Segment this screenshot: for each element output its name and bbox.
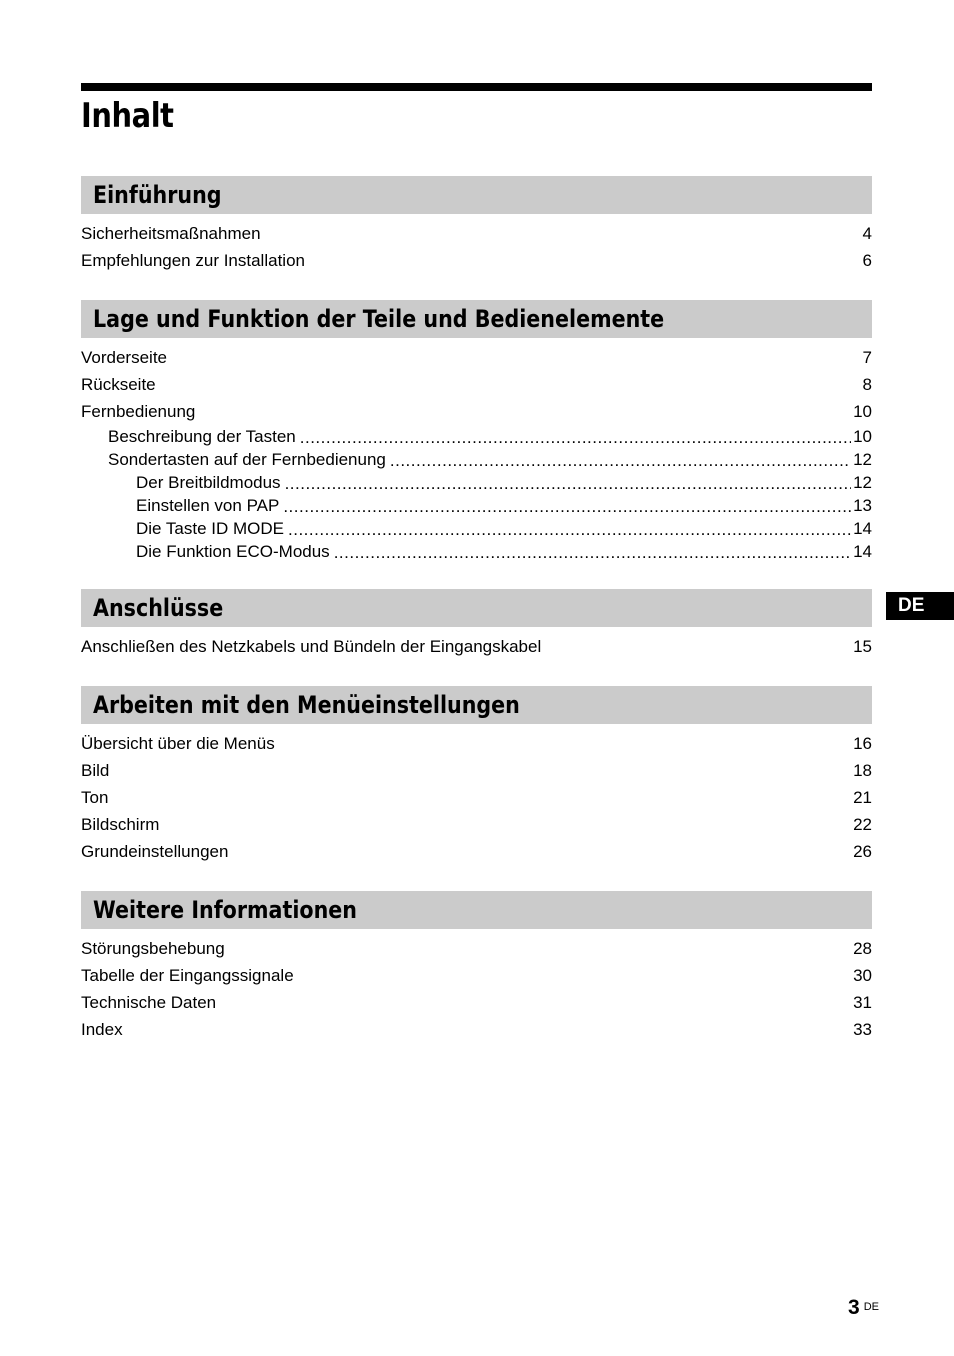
toc-entry[interactable] [81, 540, 872, 563]
toc-entry-label: Tabelle der Eingangssignale [81, 966, 294, 985]
dot-leader [229, 938, 851, 955]
toc-entry-page: 10 [853, 427, 872, 446]
dot-leader [112, 787, 851, 804]
toc-section [81, 891, 872, 1043]
toc-entry-label: Empfehlungen zur Installation [81, 251, 305, 270]
toc-entry-page: 30 [853, 966, 872, 985]
dot-leader [279, 733, 851, 750]
section-header [81, 176, 872, 214]
dot-leader [232, 841, 851, 858]
dot-leader [199, 401, 851, 418]
dot-leader [285, 472, 852, 489]
toc-entry-label: Fernbedienung [81, 402, 196, 421]
section-header [81, 891, 872, 929]
toc-entry-page: 33 [853, 1020, 872, 1039]
toc-entry-label: Sicherheitsmaßnahmen [81, 224, 261, 243]
toc-entry-page: 18 [853, 761, 872, 780]
toc-entry-label: Störungsbehebung [81, 939, 225, 958]
toc-entry-label: Einstellen von PAP [136, 496, 280, 515]
toc-entry-page: 6 [862, 251, 872, 270]
toc-entry-page: 15 [853, 637, 872, 656]
toc-entry-page: 10 [853, 402, 872, 421]
dot-leader [160, 374, 861, 391]
toc-entry-label: Beschreibung der Tasten [108, 427, 296, 446]
toc-entry-label: Übersicht über die Menüs [81, 734, 275, 753]
dot-leader [298, 965, 851, 982]
toc-entry[interactable] [81, 730, 872, 757]
toc-entry-page: 28 [853, 939, 872, 958]
section-heading: Einführung [93, 181, 222, 209]
toc-entry-page: 16 [853, 734, 872, 753]
dot-leader [334, 541, 851, 558]
dot-leader [127, 1019, 851, 1036]
toc-entry-label: Grundeinstellungen [81, 842, 229, 861]
toc-entry-label: Ton [81, 788, 109, 807]
toc-entry[interactable] [81, 371, 872, 398]
toc-entry[interactable] [81, 247, 872, 274]
dot-leader [220, 992, 851, 1009]
toc-section [81, 300, 872, 563]
toc-entry[interactable] [81, 633, 872, 660]
toc-entry[interactable] [81, 448, 872, 471]
toc-entry-label: Anschließen des Netzkabels und Bündeln der Eingangskabel [81, 637, 542, 656]
toc-entry[interactable] [81, 398, 872, 425]
toc-entry-label: Bildschirm [81, 815, 160, 834]
toc-entry-page: 13 [853, 496, 872, 515]
table-of-contents [81, 176, 872, 1069]
toc-entry-label: Der Breitbildmodus [136, 473, 281, 492]
dot-leader [288, 518, 851, 535]
toc-entry[interactable] [81, 757, 872, 784]
section-heading: Anschlüsse [93, 594, 224, 622]
toc-entry[interactable] [81, 517, 872, 540]
toc-entry[interactable] [81, 962, 872, 989]
toc-entry-page: 12 [853, 450, 872, 469]
dot-leader [283, 495, 851, 512]
toc-entry-page: 14 [853, 542, 872, 561]
toc-entry-label: Technische Daten [81, 993, 217, 1012]
toc-entry[interactable] [81, 344, 872, 371]
toc-entry-page: 12 [853, 473, 872, 492]
toc-entry-page: 4 [862, 224, 872, 243]
toc-section [81, 176, 872, 274]
dot-leader [113, 760, 851, 777]
toc-entry[interactable] [81, 784, 872, 811]
language-tab: DE [886, 592, 954, 620]
toc-entry-page: 14 [853, 519, 872, 538]
toc-entry[interactable] [81, 471, 872, 494]
section-heading: Weitere Informationen [93, 896, 357, 924]
page-footer [848, 1296, 879, 1320]
toc-entry[interactable] [81, 838, 872, 865]
dot-leader [390, 449, 851, 466]
dot-leader [545, 636, 851, 653]
toc-entry[interactable] [81, 220, 872, 247]
toc-entry-label: Vorderseite [81, 348, 167, 367]
section-header [81, 589, 872, 627]
toc-entry[interactable] [81, 425, 872, 448]
toc-entry[interactable] [81, 494, 872, 517]
toc-entry-page: 7 [862, 348, 872, 367]
title-rule [81, 83, 872, 91]
toc-entry-label: Die Taste ID MODE [136, 519, 285, 538]
toc-entry-label: Rückseite [81, 375, 156, 394]
dot-leader [309, 250, 861, 267]
toc-entry[interactable] [81, 811, 872, 838]
dot-leader [171, 347, 861, 364]
toc-entry[interactable] [81, 935, 872, 962]
dot-leader [163, 814, 851, 831]
dot-leader [265, 223, 861, 240]
page-language: DE [863, 1301, 879, 1313]
toc-entry[interactable] [81, 989, 872, 1016]
toc-entry[interactable] [81, 1016, 872, 1043]
section-header [81, 686, 872, 724]
toc-section [81, 589, 872, 660]
toc-entry-page: 22 [853, 815, 872, 834]
section-heading: Lage und Funktion der Teile und Bedienelemente [93, 305, 665, 333]
dot-leader [300, 426, 851, 443]
toc-entry-label: Bild [81, 761, 110, 780]
toc-entry-page: 21 [853, 788, 872, 807]
section-header [81, 300, 872, 338]
page-title: Inhalt [81, 96, 174, 136]
toc-entry-page: 26 [853, 842, 872, 861]
toc-entry-label: Index [81, 1020, 123, 1039]
page-number: 3 [848, 1296, 860, 1319]
section-heading: Arbeiten mit den Menüeinstellungen [93, 691, 520, 719]
toc-entry-label: Die Funktion ECO-Modus [136, 542, 330, 561]
toc-entry-page: 31 [853, 993, 872, 1012]
toc-entry-label: Sondertasten auf der Fernbedienung [108, 450, 386, 469]
toc-section [81, 686, 872, 865]
toc-entry-page: 8 [862, 375, 872, 394]
